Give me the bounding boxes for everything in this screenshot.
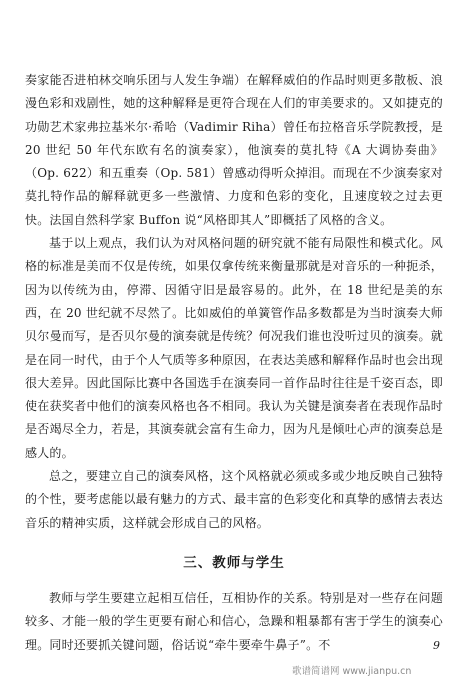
- paragraph-3: 总之，要建立自己的演奏风格，这个风格就必须或多或少地反映自己独特的个性，要考虑能以最有魅力的方式、最丰富的色彩变化和真挚的感情去表达音乐的精神实质，这样就会形成自己的风格。: [25, 469, 443, 530]
- site-watermark: 歌谱简谱网 www.jianpu.cn: [292, 666, 412, 677]
- page-body: [25, 69, 443, 657]
- paragraph-4: 教师与学生要建立起相互信任，互相协作的关系。特别是对一些存在问题较多、才能一般的学生更要有耐心和信心，急躁和粗暴都有害于学生的演奏心理。同时还要抓关键问题，俗话说“牵牛要牵牛鼻子”。不: [25, 590, 443, 652]
- paragraph-1: 奏家能否进柏林交响乐团与人发生争端）在解释威伯的作品时则更多散板、浪漫色彩和戏剧性，她的这种解释是更符合现在人们的审美要求的。又如捷克的功勋艺术家弗拉基米尔·希哈（Vadimir Riha）曾任布拉格音乐学院教授，是 20 世纪 50 年代东欧有名的演奏家），他演奏的莫扎特《A 大调协奏曲》（Op. 622）和五重奏（Op. 581）曾感动得听众掉泪。而现在不少演奏家对莫扎特作品的解释就更多一些激情、力度和色彩的变化，且速度较之过去更快。法国自然科学家 Buffon 说“风格即其人”即概括了风格的含义。: [25, 73, 443, 227]
- page-number: 9: [433, 639, 440, 652]
- section-heading: 三、教师与学生: [183, 554, 285, 571]
- paragraph-2: 基于以上观点，我们认为对风格问题的研究就不能有局限性和模式化。风格的标准是美而不仅是传统，如果仅拿传统来衡量那就是对音乐的一种扼杀，因为以传统为由，停滞、因循守旧是最容易的。此外，在 18 世纪是美的东西，在 20 世纪就不尽然了。比如威伯的单簧管作品多数都是为当时演奏大师贝尔曼而写，是否贝尔曼的演奏就是传统？何况我们谁也没听过贝的演奏。就是在同一时代，由于个人气质等多种原因，在表达美感和解释作品时也会出现很大差异。因此国际比赛中各国选手在演奏同一首作品时往往是千姿百态，即使在获奖者中他们的演奏风格也各不相同。我认为关键是演奏者在表现作品时是否竭尽全力，若是，其演奏就会富有生命力，因为凡是倾吐心声的演奏总是感人的。: [25, 236, 443, 460]
